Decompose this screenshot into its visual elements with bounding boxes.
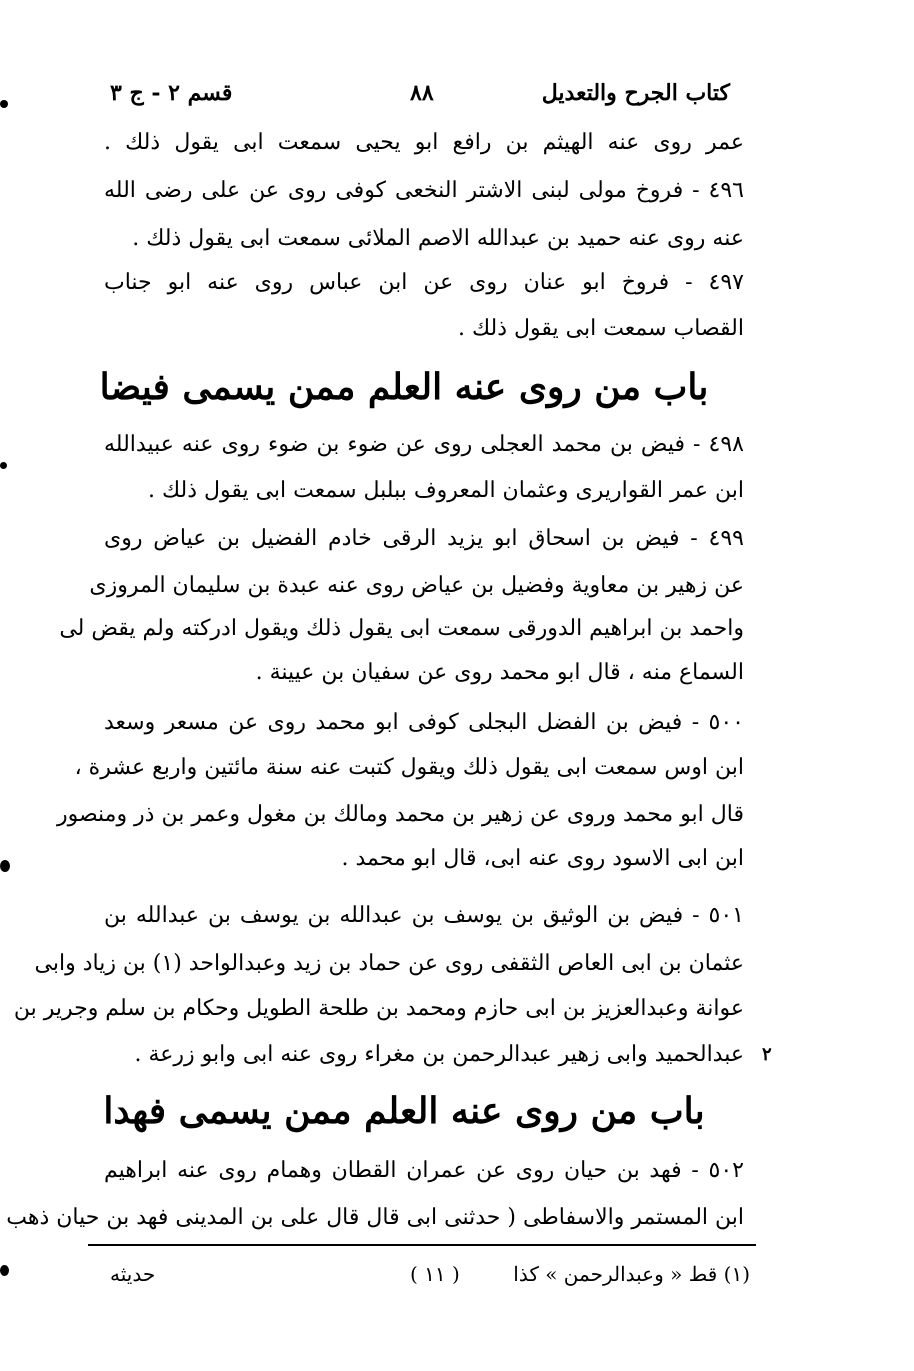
text-line: ٤٩٨ - فيض بن محمد العجلى روى عن ضوء بن ضوء روى عنه عبيدالله [104, 432, 744, 457]
section-label: قسم ٢ - ج ٣ [110, 80, 233, 106]
chapter-heading: باب من روى عنه العلم ممن يسمى فهدا [103, 1090, 705, 1132]
text-line: ٤٩٧ - فروخ ابو عنان روى عن ابن عباس روى عنه ابو جناب [104, 270, 744, 295]
text-line: عن زهير بن معاوية وفضيل بن عياض روى عنه عبدة بن سليمان المروزى [89, 573, 744, 598]
text-line: قال ابو محمد وروى عن زهير بن محمد ومالك بن مغول وعمر بن ذر ومنصور [56, 802, 744, 827]
scan-speck [0, 462, 7, 469]
text-line: واحمد بن ابراهيم الدورقى سمعت ابى يقول ذلك ويقول ادركته ولم يقض لى [59, 616, 744, 641]
margin-number: ٢ [762, 1044, 772, 1065]
text-line: ٥٠٠ - فيض بن الفضل البجلى كوفى ابو محمد روى عن مسعر وسعد [104, 710, 744, 735]
text-line: القصاب سمعت ابى يقول ذلك . [458, 316, 744, 341]
text-line: السماع منه ، قال ابو محمد روى عن سفيان بن عيينة . [255, 660, 744, 685]
text-line: عوانة وعبدالعزيز بن ابى حازم ومحمد بن طلحة الطويل وحكام بن سلم وجرير بن [13, 996, 744, 1021]
text-line: ٥٠٢ - فهد بن حيان روى عن عمران القطان وهمام روى عنه ابراهيم [104, 1158, 744, 1183]
scan-speck [0, 1265, 9, 1276]
running-header [110, 80, 730, 114]
scan-speck [0, 100, 8, 108]
signature-number: ( ١١ ) [410, 1262, 460, 1286]
book-title: كتاب الجرح والتعديل [541, 80, 730, 106]
page-number: ٨٨ [410, 80, 434, 106]
catchword: حديثه [110, 1262, 156, 1286]
text-line: عثمان بن ابى العاص الثقفى روى عن حماد بن زيد وعبدالواحد (١) بن زياد وابى [34, 951, 744, 976]
chapter-heading: باب من روى عنه العلم ممن يسمى فيضا [99, 366, 709, 408]
scan-speck [0, 860, 10, 872]
text-line: عبدالحميد وابى زهير عبدالرحمن بن مغراء روى عنه ابى وابو زرعة . [134, 1042, 744, 1067]
text-line: ابن عمر القواريرى وعثمان المعروف ببلبل سمعت ابى يقول ذلك . [147, 478, 744, 503]
footnote-divider [88, 1244, 756, 1246]
text-line: ٥٠١ - فيض بن الوثيق بن يوسف بن عبدالله بن يوسف بن عبدالله بن [104, 903, 744, 928]
text-line: عمر روى عنه الهيثم بن رافع ابو يحيى سمعت ابى يقول ذلك . [104, 130, 744, 155]
text-line: ابن ابى الاسود روى عنه ابى، قال ابو محمد . [341, 846, 744, 871]
text-line: ٤٩٦ - فروخ مولى لبنى الاشتر النخعى كوفى روى عن على رضى الله [104, 178, 744, 203]
footnote-area [110, 1262, 750, 1292]
text-line: ابن المستمر والاسفاطى ( حدثنى ابى قال قال على بن المدينى فهد بن حيان ذهب [6, 1205, 744, 1230]
text-line: ابن اوس سمعت ابى يقول ذلك ويقول كتبت عنه سنة مائتين واربع عشرة ، [74, 755, 744, 780]
text-line: ٤٩٩ - فيض بن اسحاق ابو يزيد الرقى خادم الفضيل بن عياض روى [104, 526, 744, 551]
text-line: عنه روى عنه حميد بن عبدالله الاصم الملائى سمعت ابى يقول ذلك . [132, 226, 744, 251]
footnote-text: (١) قط « وعبدالرحمن » كذا [513, 1262, 750, 1286]
